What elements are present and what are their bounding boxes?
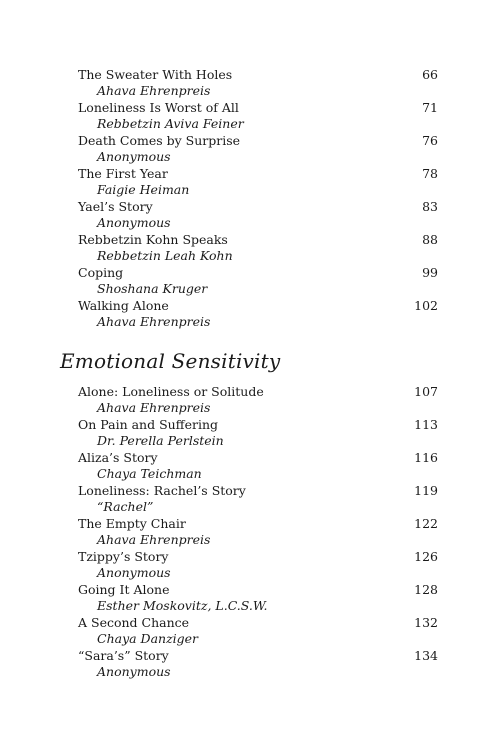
toc-entry-author: Ahava Ehrenpreis <box>97 83 211 98</box>
toc-entry-author: Ahava Ehrenpreis <box>97 400 211 415</box>
toc-entry-title: On Pain and Suffering <box>78 417 218 432</box>
toc-entry <box>78 516 438 549</box>
toc-entry-author: Chaya Danziger <box>97 631 199 646</box>
toc-entry-title: A Second Chance <box>78 615 190 630</box>
toc-entry-page-number: 132 <box>414 615 438 630</box>
toc-entry <box>78 483 438 516</box>
toc-entry-title: Death Comes by Surprise <box>78 133 241 148</box>
toc-entry <box>78 199 438 232</box>
toc-entry-author: Anonymous <box>97 149 171 164</box>
toc-entry-title: Going It Alone <box>78 582 170 597</box>
toc-entry-author: Anonymous <box>97 215 171 230</box>
toc-entry <box>78 133 438 166</box>
toc-entry <box>78 67 438 100</box>
toc-entry-author: Rebbetzin Leah Kohn <box>97 248 233 263</box>
toc-entry-page-number: 134 <box>414 648 438 663</box>
toc-entry <box>78 450 438 483</box>
toc-entry <box>78 549 438 582</box>
toc-entry-page-number: 107 <box>414 384 438 399</box>
toc-entry-title: Tzippy’s Story <box>78 549 169 564</box>
toc-entry-title: Walking Alone <box>78 298 169 313</box>
toc-entry-author: “Rachel” <box>97 499 154 514</box>
toc-entry-author: Ahava Ehrenpreis <box>97 532 211 547</box>
toc-entry-title: Aliza’s Story <box>78 450 158 465</box>
toc-entry-page-number: 71 <box>422 100 438 115</box>
toc-entry-page-number: 119 <box>414 483 438 498</box>
toc-entry-author: Dr. Perella Perlstein <box>97 433 224 448</box>
toc-entry-title: Loneliness Is Worst of All <box>78 100 239 115</box>
section-heading: Emotional Sensitivity <box>60 349 281 373</box>
toc-entry-title: Yael’s Story <box>78 199 153 214</box>
toc-entry-page-number: 113 <box>414 417 438 432</box>
toc-entry-title: The First Year <box>78 166 168 181</box>
toc-entry-page-number: 102 <box>414 298 438 313</box>
toc-entry-author: Anonymous <box>97 664 171 679</box>
toc-entry <box>78 166 438 199</box>
toc-entry-title: The Sweater With Holes <box>78 67 233 82</box>
toc-entry <box>78 265 438 298</box>
toc-entry-page-number: 116 <box>414 450 438 465</box>
toc-entry-author: Faigie Heiman <box>97 182 190 197</box>
toc-entry-page-number: 66 <box>422 67 438 82</box>
toc-entry <box>78 648 438 681</box>
toc-entry <box>78 232 438 265</box>
toc-entry-title: Coping <box>78 265 124 280</box>
toc-entry-title: Rebbetzin Kohn Speaks <box>78 232 228 247</box>
toc-entry-title: Alone: Loneliness or Solitude <box>78 384 264 399</box>
toc-entry-page-number: 78 <box>422 166 438 181</box>
toc-entry-title: The Empty Chair <box>78 516 186 531</box>
toc-entry-title: Loneliness: Rachel’s Story <box>78 483 246 498</box>
toc-list-part-1 <box>78 67 438 331</box>
toc-entry-page-number: 83 <box>422 199 438 214</box>
toc-entry-page-number: 88 <box>422 232 438 247</box>
toc-entry <box>78 417 438 450</box>
toc-entry-author: Rebbetzin Aviva Feiner <box>97 116 244 131</box>
toc-entry-author: Chaya Teichman <box>97 466 202 481</box>
toc-list-part-2 <box>78 384 438 681</box>
toc-entry-page-number: 76 <box>422 133 438 148</box>
toc-entry <box>78 298 438 331</box>
toc-entry-author: Ahava Ehrenpreis <box>97 314 211 329</box>
toc-entry-page-number: 128 <box>414 582 438 597</box>
toc-entry-author: Esther Moskovitz, L.C.S.W. <box>97 598 268 613</box>
toc-entry-page-number: 99 <box>422 265 438 280</box>
toc-entry-author: Anonymous <box>97 565 171 580</box>
toc-entry <box>78 100 438 133</box>
toc-entry <box>78 615 438 648</box>
toc-entry <box>78 582 438 615</box>
toc-entry-title: “Sara’s” Story <box>78 648 169 663</box>
toc-entry-page-number: 126 <box>414 549 438 564</box>
toc-entry <box>78 384 438 417</box>
toc-entry-author: Shoshana Kruger <box>97 281 208 296</box>
toc-entry-page-number: 122 <box>414 516 438 531</box>
